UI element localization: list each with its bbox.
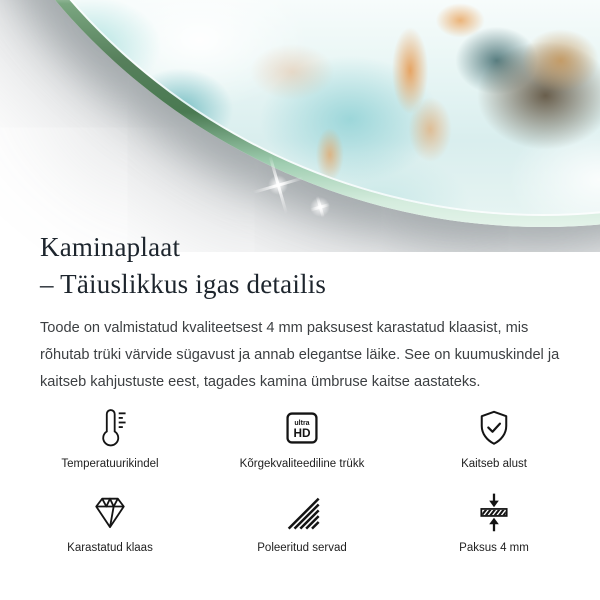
- feature-label: Paksus 4 mm: [459, 542, 529, 554]
- features-grid: [14, 408, 590, 555]
- polished-edges-icon: [282, 492, 322, 532]
- feature-thickness: [398, 492, 590, 555]
- feature-temperature: [14, 408, 206, 471]
- feature-label: Poleeritud servad: [257, 542, 347, 554]
- feature-tempered-glass: [14, 492, 206, 555]
- description-section: [40, 229, 576, 396]
- feature-label: Kõrgekvaliteediline trükk: [239, 458, 365, 470]
- svg-text:HD: HD: [293, 426, 311, 441]
- shield-check-icon: [473, 408, 515, 448]
- feature-label: Karastatud klaas: [67, 542, 153, 554]
- feature-label: Temperatuurikindel: [61, 458, 159, 470]
- product-image-hero: [0, 0, 600, 252]
- thickness-icon: [473, 492, 515, 532]
- feature-print-quality: [206, 408, 398, 471]
- thermometer-icon: [88, 408, 132, 448]
- page-title-line2: – Täiuslikkus igas detailis: [40, 268, 327, 299]
- page-title-line1: Kaminaplaat: [40, 232, 181, 262]
- ultra-hd-icon: [281, 408, 323, 448]
- feature-label: Kaitseb alust: [461, 458, 527, 470]
- feature-protects-base: [398, 408, 590, 471]
- page-title: [40, 229, 576, 302]
- product-description-text: Toode on valmistatud kvaliteetsest 4 mm paksusest karastatud klaasist, mis rõhutab trüki värvide sügavust ja annab elegantse läike. See on kuumuskindel ja kaitseb kahjustuste eest, tagades kamina ümbruse kaitse aastateks.: [40, 320, 560, 390]
- diamond-icon: [88, 492, 132, 532]
- svg-text:ultra: ultra: [294, 419, 310, 427]
- sparkle-icon: [306, 193, 333, 220]
- feature-polished-edges: [206, 492, 398, 555]
